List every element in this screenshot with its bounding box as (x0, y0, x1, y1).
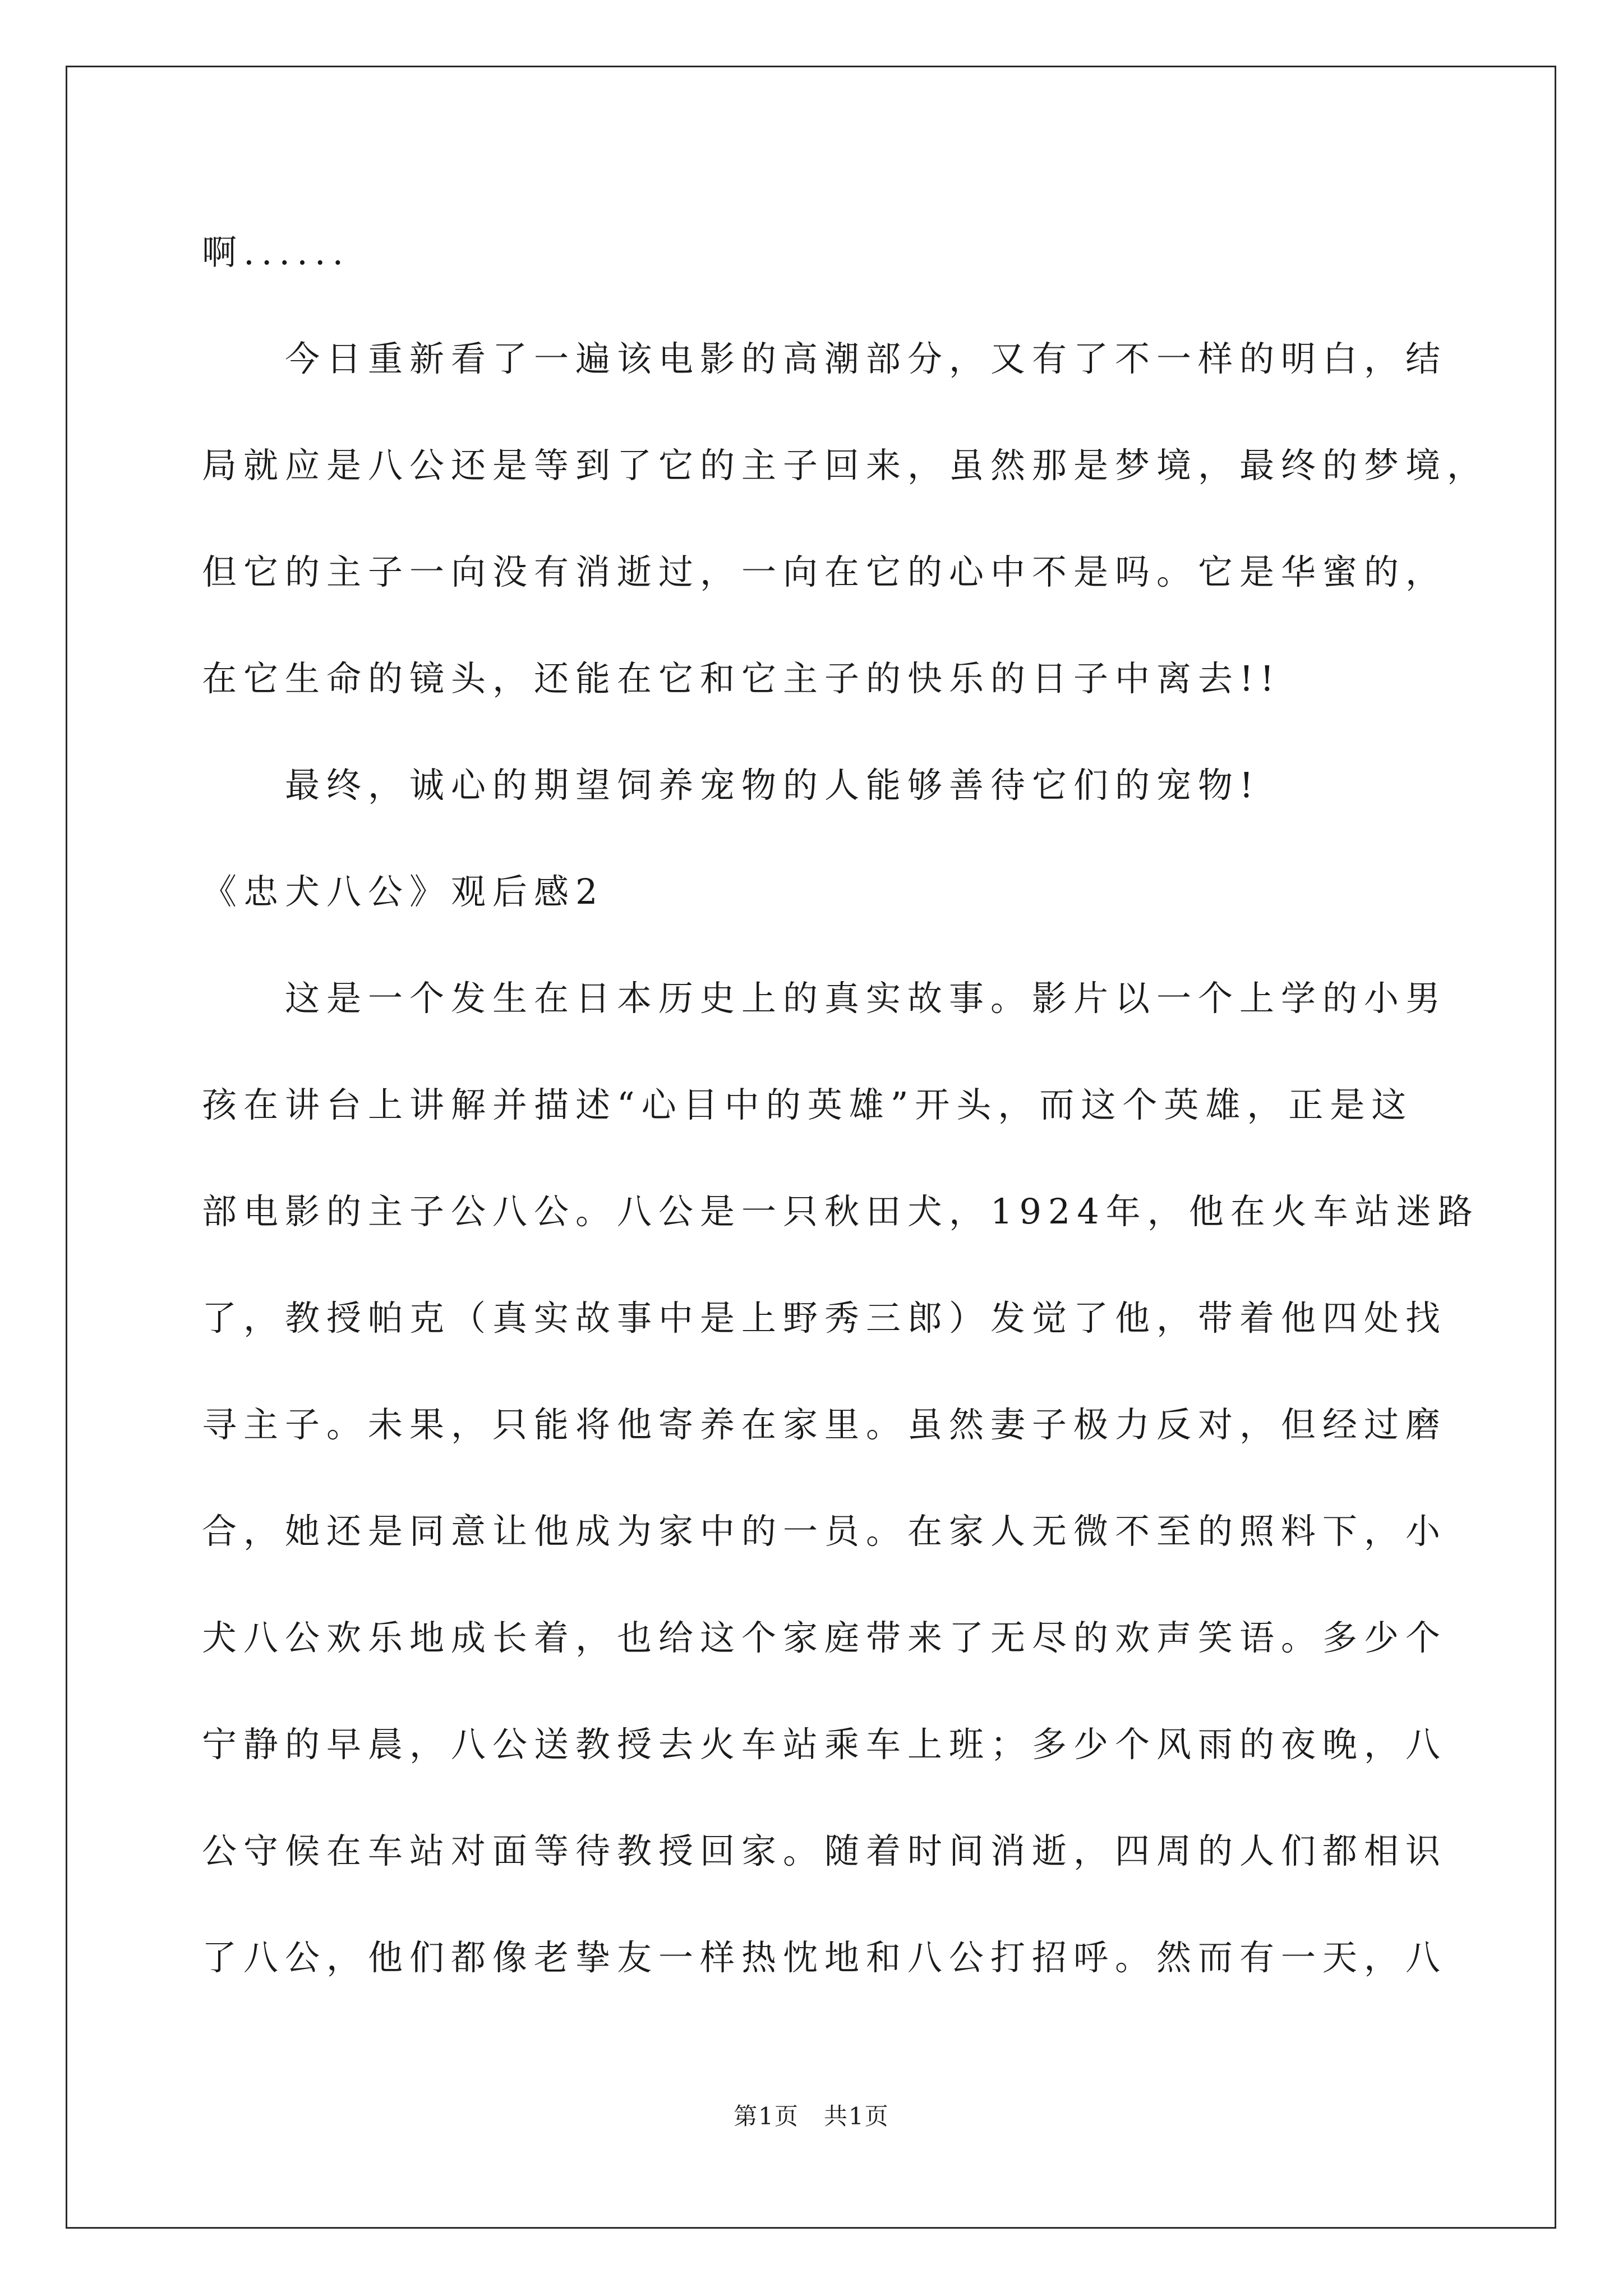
section-heading: 《忠犬八公》观后感2 (202, 871, 605, 912)
text-line: 寻主子。未果，只能将他寄养在家里。虽然妻子极力反对，但经过磨 (202, 1404, 1447, 1445)
paragraph-first-line: 这是一个发生在日本历史上的真实故事。影片以一个上学的小男 (285, 978, 1447, 1019)
text-line: 宁静的早晨，八公送教授去火车站乘车上班；多少个风雨的夜晚，八 (202, 1724, 1447, 1765)
paragraph-first-line: 今日重新看了一遍该电影的高潮部分，又有了不一样的明白，结 (285, 338, 1447, 379)
text-line: 孩在讲台上讲解并描述“心目中的英雄”开头，而这个英雄，正是这 (202, 1084, 1413, 1125)
text-line: 公守候在车站对面等待教授回家。随着时间消逝，四周的人们都相识 (202, 1830, 1447, 1871)
text-line: 啊...... (202, 232, 351, 273)
text-line: 犬八公欢乐地成长着，也给这个家庭带来了无尽的欢声笑语。多少个 (202, 1617, 1447, 1658)
text-line: 局就应是八公还是等到了它的主子回来，虽然那是梦境，最终的梦境， (202, 445, 1489, 486)
text-line: 合，她还是同意让他成为家中的一员。在家人无微不至的照料下，小 (202, 1511, 1447, 1552)
text-line: 了，教授帕克（真实故事中是上野秀三郎）发觉了他，带着他四处找 (202, 1297, 1447, 1338)
page-number: 第1页 共1页 (734, 2102, 889, 2130)
text-line: 部电影的主子公八公。八公是一只秋田犬，1924年，他在火车站迷路 (202, 1191, 1479, 1232)
page-border (66, 66, 1556, 2229)
paragraph-first-line: 最终，诚心的期望饲养宠物的人能够善待它们的宠物! (285, 765, 1260, 806)
text-line: 了八公，他们都像老挚友一样热忱地和八公打招呼。然而有一天，八 (202, 1937, 1447, 1978)
text-line: 在它生命的镜头，还能在它和它主子的快乐的日子中离去!! (202, 658, 1281, 699)
text-line: 但它的主子一向没有消逝过，一向在它的心中不是吗。它是华蜜的， (202, 551, 1447, 592)
